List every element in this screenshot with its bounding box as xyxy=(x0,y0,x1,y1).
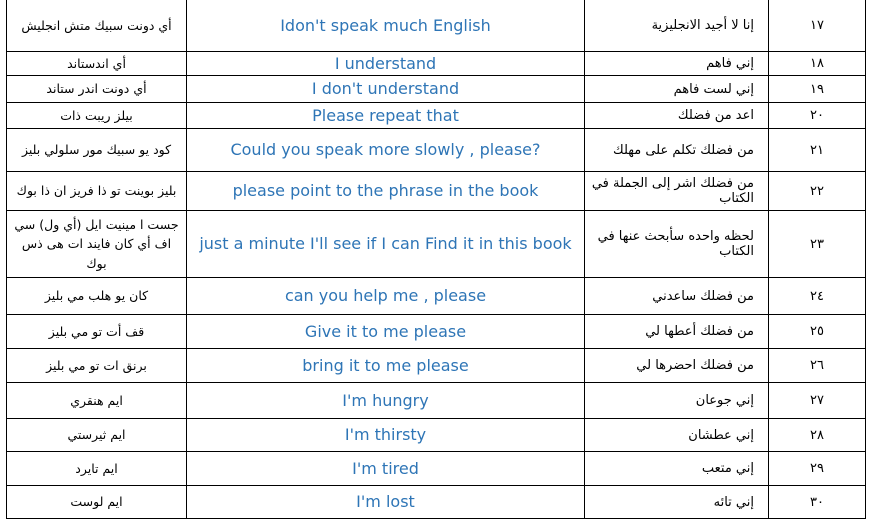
arabic-cell: إني لست فاهم xyxy=(585,76,769,103)
arabic-cell: من فضلك احضرها لي xyxy=(585,349,769,383)
english-cell: I'm tired xyxy=(187,452,585,486)
arabic-cell: من فضلك أعطها لي xyxy=(585,315,769,349)
english-cell: can you help me , please xyxy=(187,278,585,315)
table-row xyxy=(7,349,866,383)
english-cell: I'm hungry xyxy=(187,383,585,419)
transliteration-cell: ايم هنقري xyxy=(7,383,187,419)
row-number: ٢٥ xyxy=(769,315,866,349)
row-number: ٢٠ xyxy=(769,103,866,129)
transliteration-cell: ايم تايرد xyxy=(7,452,187,486)
transliteration-cell: جست ا مينيت ايل (أي ول) سي اف أي كان فايند ات هى ذس بوك xyxy=(7,211,187,278)
arabic-cell: إني تائه xyxy=(585,486,769,519)
transliteration-cell: بيلز ريبت ذات xyxy=(7,103,187,129)
arabic-cell: لحظه واحده سأبحث عنها في الكتاب xyxy=(585,211,769,278)
table-row xyxy=(7,52,866,76)
table-row xyxy=(7,211,866,278)
table-row xyxy=(7,76,866,103)
arabic-cell: إنا لا أجيد الانجليزية xyxy=(585,0,769,52)
row-number: ٢٤ xyxy=(769,278,866,315)
row-number: ٢٣ xyxy=(769,211,866,278)
transliteration-cell: كان يو هلب مي بليز xyxy=(7,278,187,315)
table-row xyxy=(7,452,866,486)
row-number: ٢٩ xyxy=(769,452,866,486)
row-number: ٣٠ xyxy=(769,486,866,519)
table-row xyxy=(7,278,866,315)
arabic-cell: إني جوعان xyxy=(585,383,769,419)
transliteration-cell: برنق ات تو مي بليز xyxy=(7,349,187,383)
arabic-cell: إني فاهم xyxy=(585,52,769,76)
arabic-cell: إني عطشان xyxy=(585,419,769,452)
arabic-cell: إني متعب xyxy=(585,452,769,486)
transliteration-cell: كود يو سبيك مور سلولي بليز xyxy=(7,129,187,172)
arabic-cell: من فضلك اشر إلى الجملة في الكتاب xyxy=(585,172,769,211)
arabic-cell: اعد من فضلك xyxy=(585,103,769,129)
table-row xyxy=(7,486,866,519)
row-number: ٢١ xyxy=(769,129,866,172)
row-number: ١٧ xyxy=(769,0,866,52)
transliteration-cell: قف أت تو مي بليز xyxy=(7,315,187,349)
english-cell: Give it to me please xyxy=(187,315,585,349)
row-number: ٢٦ xyxy=(769,349,866,383)
transliteration-cell: بليز بوينت تو ذا فريز ان ذا بوك xyxy=(7,172,187,211)
english-cell: I'm lost xyxy=(187,486,585,519)
arabic-cell: من فضلك ساعدني xyxy=(585,278,769,315)
transliteration-cell: أي اندستاند xyxy=(7,52,187,76)
phrase-table xyxy=(6,0,866,519)
table-row xyxy=(7,383,866,419)
row-number: ٢٢ xyxy=(769,172,866,211)
english-cell: bring it to me please xyxy=(187,349,585,383)
table-row xyxy=(7,419,866,452)
english-cell: I understand xyxy=(187,52,585,76)
table-row xyxy=(7,172,866,211)
transliteration-cell: ايم ثيرستي xyxy=(7,419,187,452)
english-cell: just a minute I'll see if I can Find it in this book xyxy=(187,211,585,278)
transliteration-cell: ايم لوست xyxy=(7,486,187,519)
english-cell: Please repeat that xyxy=(187,103,585,129)
english-cell: Could you speak more slowly , please? xyxy=(187,129,585,172)
arabic-cell: من فضلك تكلم على مهلك xyxy=(585,129,769,172)
row-number: ٢٧ xyxy=(769,383,866,419)
english-cell: I don't understand xyxy=(187,76,585,103)
table-row xyxy=(7,129,866,172)
english-cell: Idon't speak much English xyxy=(187,0,585,52)
transliteration-cell: أي دونت سبيك متش انجليش xyxy=(7,0,187,52)
english-cell: I'm thirsty xyxy=(187,419,585,452)
row-number: ١٨ xyxy=(769,52,866,76)
transliteration-cell: أي دونت اندر ستاند xyxy=(7,76,187,103)
row-number: ١٩ xyxy=(769,76,866,103)
english-cell: please point to the phrase in the book xyxy=(187,172,585,211)
table-row xyxy=(7,103,866,129)
row-number: ٢٨ xyxy=(769,419,866,452)
table-row xyxy=(7,0,866,52)
table-row xyxy=(7,315,866,349)
